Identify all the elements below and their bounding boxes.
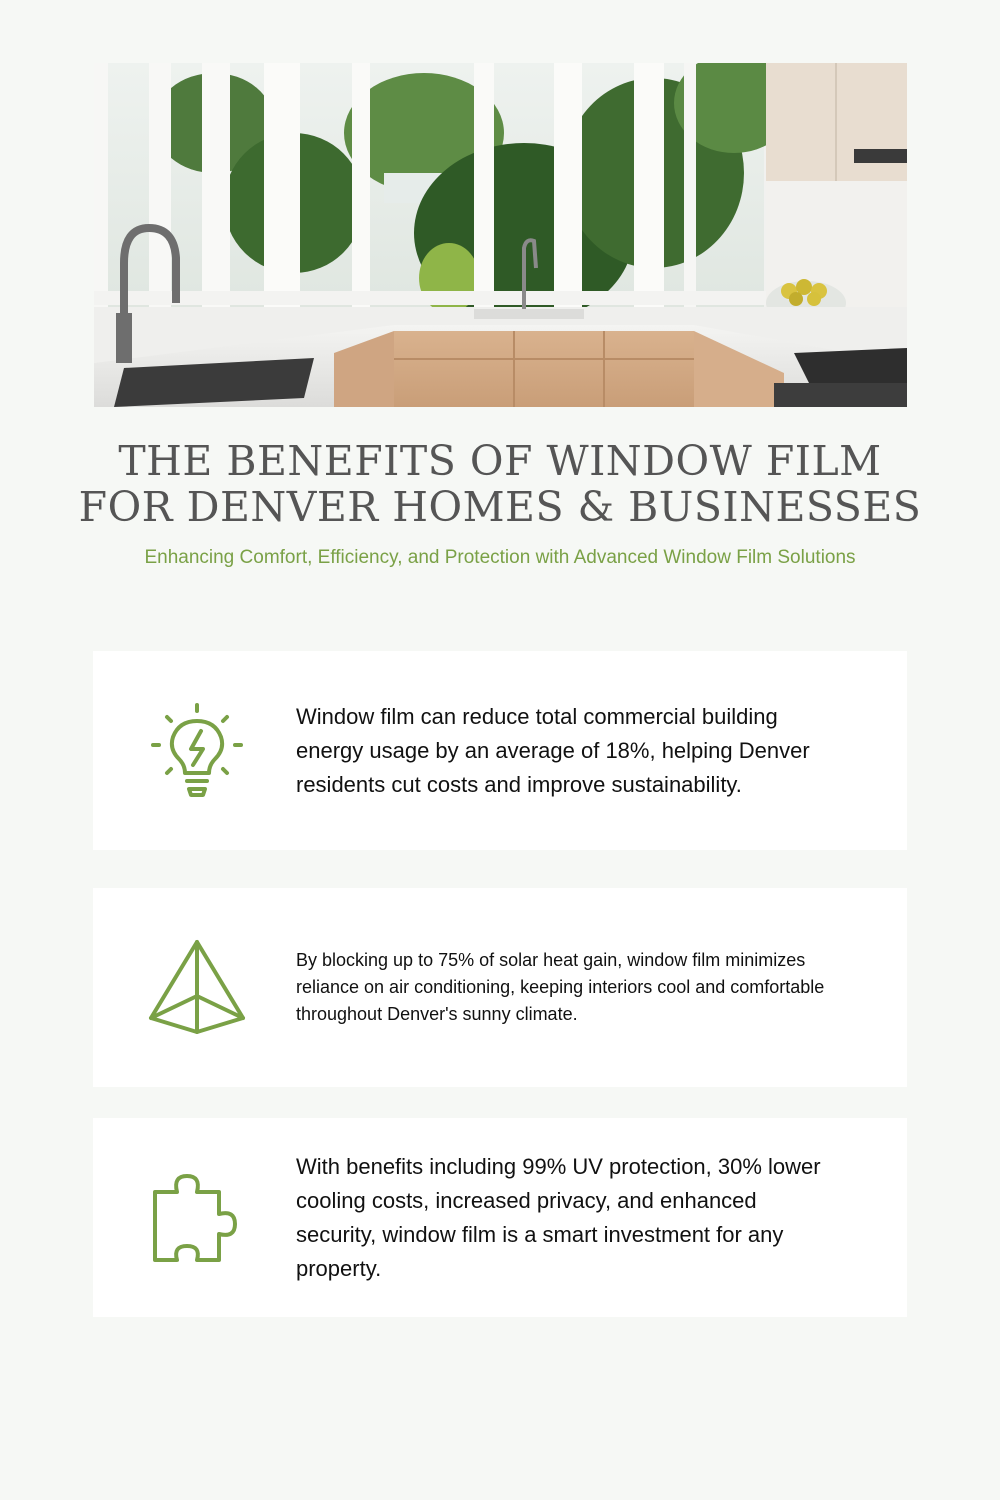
benefit-text-energy: Window film can reduce total commercial building energy usage by an average of 18%, helping Denver residents cut costs and improve sustainability.	[296, 703, 810, 797]
lightbulb-energy-icon	[145, 699, 249, 803]
benefit-card-investment	[93, 1118, 907, 1317]
puzzle-piece-icon	[145, 1166, 249, 1270]
pyramid-icon	[145, 936, 249, 1040]
page-title-line2: FOR DENVER HOMES & BUSINESSES	[78, 483, 922, 531]
page-subtitle: Enhancing Comfort, Efficiency, and Protection with Advanced Window Film Solutions	[144, 547, 856, 568]
benefit-card-solar-heat	[93, 888, 907, 1087]
hero-image-kitchen	[94, 63, 907, 407]
page-title	[40, 438, 960, 530]
benefit-text-investment: With benefits including 99% UV protection, 30% lower cooling costs, increased privacy, and enhanced security, window film is a smart investment for any property.	[296, 1153, 821, 1281]
benefit-text-solar-heat: By blocking up to 75% of solar heat gain, window film minimizes reliance on air conditioning, keeping interiors cool and comfortable throughout Denver's sunny climate.	[296, 950, 825, 1024]
benefit-card-energy	[93, 651, 907, 850]
page-title-line1: THE BENEFITS OF WINDOW FILM	[118, 437, 882, 485]
